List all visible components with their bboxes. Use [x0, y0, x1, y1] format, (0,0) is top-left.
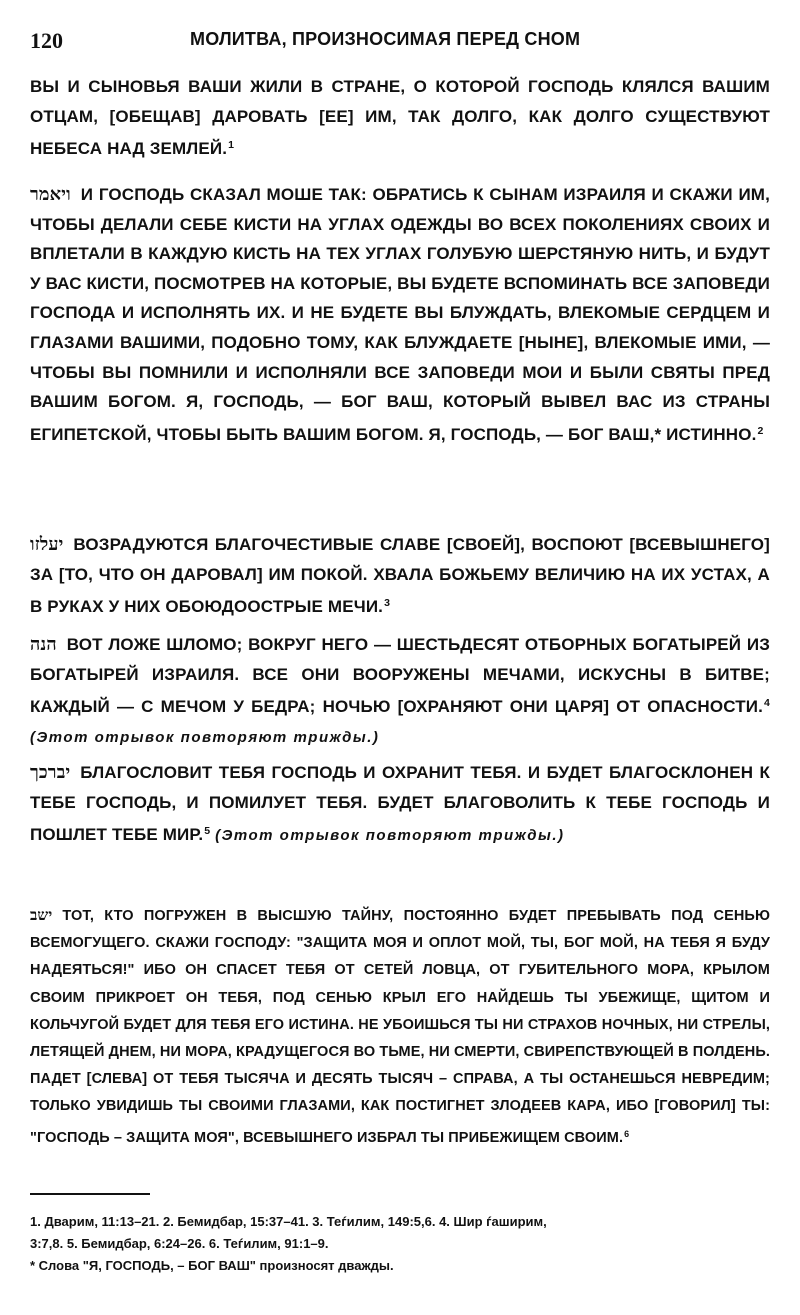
paragraph-text: ВОЗРАДУЮТСЯ БЛАГОЧЕСТИВЫЕ СЛАВЕ [СВОЕЙ], ВОСПОЮТ [ВСЕВЫШНЕГО] ЗА [ТО, ЧТО ОН ДАРОВАЛ] ИМ ПОКОЙ. ХВАЛА БОЖЬЕМУ ВЕЛИЧИЮ НА ИХ УСТАХ, А В РУКАХ У НИХ ОБОЮДООСТРЫЕ МЕЧИ.: [30, 535, 770, 616]
paragraph-3: [30, 530, 770, 622]
repeat-note: (Этот отрывок повторяют трижды.): [215, 826, 565, 844]
paragraph-text: ТОТ, КТО ПОГРУЖЕН В ВЫСШУЮ ТАЙНУ, ПОСТОЯННО БУДЕТ ПРЕБЫВАТЬ ПОД СЕНЬЮ ВСЕМОГУЩЕГО. СКАЖИ ГОСПОДУ: "ЗАЩИТА МОЯ И ОПЛОТ МОЙ, ТЫ, БОГ МОЙ, НА ТЕБЯ Я БУДУ НАДЕЯТЬСЯ!" ИБО ОН СПАСЕТ ТЕБЯ ОТ СЕТЕЙ ЛОВЦА, ОТ ГУБИТЕЛЬНОГО МОРА, КРЫЛОМ СВОИМ ПРИКРОЕТ ОН ТЕБЯ, ПОД СЕНЬЮ КРЫЛ ЕГО НАЙДЕШЬ ТЫ УБЕЖИЩЕ, ЩИТОМ И КОЛЬЧУГОЙ БУДЕТ ДЛЯ ТЕБЯ ЕГО ИСТИНА. НЕ УБОИШЬСЯ ТЫ НИ СТРАХОВ НОЧНЫХ, НИ СТРЕЛЫ, ЛЕТЯЩЕЙ ДНЕМ, НИ МОРА, КРАДУЩЕГОСЯ ВО ТЬМЕ, НИ СМЕРТИ, СВИРЕПСТВУЮЩЕЙ В ПОЛДЕНЬ. ПАДЕТ [СЛЕВА] ОТ ТЕБЯ ТЫСЯЧА И ДЕСЯТЬ ТЫСЯЧ – СПРАВА, А ТЫ ОСТАНЕШЬСЯ НЕВРЕДИМ; ТОЛЬКО УВИДИШЬ ТЫ СВОИМИ ГЛАЗАМИ, КАК ПОСТИГНЕТ ЗЛОДЕЕВ КАРА, ИБО [ГОВОРИЛ] ТЫ: "ГОСПОДЬ – ЗАЩИТА МОЯ", ВСЕВЫШНЕГО ИЗБРАЛ ТЫ ПРИБЕЖИЩЕМ СВОИМ.: [30, 908, 770, 1146]
running-title: МОЛИТВА, ПРОИЗНОСИМАЯ ПЕРЕД СНОМ: [190, 29, 581, 49]
page-number: 120: [30, 28, 63, 53]
hebrew-incipit: יברכך: [30, 762, 71, 783]
footnote-ref: 2: [757, 424, 764, 437]
footnote-line: 3:7,8. 5. Бемидбар, 6:24–26. 6. Теѓилим, 91:1–9.: [30, 1236, 329, 1251]
footnote-ref: 1: [228, 139, 235, 152]
footnote-divider: [30, 1193, 150, 1195]
footnote-line: 1. Дварим, 11:13–21. 2. Бемидбар, 15:37–41. 3. Теѓилим, 149:5,6. 4. Шир ѓаширим,: [30, 1214, 547, 1229]
paragraph-6: [30, 902, 770, 1152]
paragraph-5: [30, 758, 770, 851]
paragraph-2: [30, 180, 770, 449]
paragraph-1: [30, 72, 770, 164]
paragraph-text: И ГОСПОДЬ СКАЗАЛ МОШЕ ТАК: ОБРАТИСЬ К СЫНАМ ИЗРАИЛЯ И СКАЖИ ИМ, ЧТОБЫ ДЕЛАЛИ СЕБЕ КИСТИ НА УГЛАХ ОДЕЖДЫ ВО ВСЕХ ПОКОЛЕНИЯХ СВОИХ И ВПЛЕТАЛИ В КАЖДУЮ КИСТЬ НА ТЕХ УГЛАХ ГОЛУБУЮ ШЕРСТЯНУЮ НИТЬ, И БУДУТ У ВАС КИСТИ, ПОСМОТРЕВ НА КОТОРЫЕ, ВЫ БУДЕТЕ ВСПОМИНАТЬ ВСЕ ЗАПОВЕДИ ГОСПОДА И ИСПОЛНЯТЬ ИХ. И НЕ БУДЕТЕ ВЫ БЛУЖДАТЬ, ВЛЕКОМЫЕ СЕРДЦЕМ И ГЛАЗАМИ ВАШИМИ, ПОДОБНО ТОМУ, КАК БЛУЖДАЕТЕ [НЫНЕ], ВЛЕКОМЫЕ ИМИ, — ЧТОБЫ ВЫ ПОМНИЛИ И ИСПОЛНЯЛИ ВСЕ ЗАПОВЕДИ МОИ И БЫЛИ СВЯТЫ ПРЕД ВАШИМ БОГОМ. Я, ГОСПОДЬ, — БОГ ВАШ, КОТОРЫЙ ВЫВЕЛ ВАС ИЗ СТРАНЫ ЕГИПЕТСКОЙ, ЧТОБЫ БЫТЬ ВАШИМ БОГОМ. Я, ГОСПОДЬ, — БОГ ВАШ,* ИСТИННО.: [30, 185, 770, 444]
hebrew-incipit: הנה: [30, 634, 57, 655]
footnotes: [30, 1211, 780, 1277]
paragraph-text: ВОТ ЛОЖЕ ШЛОМО; ВОКРУГ НЕГО — ШЕСТЬДЕСЯТ ОТБОРНЫХ БОГАТЫРЕЙ ИЗ БОГАТЫРЕЙ ИЗРАИЛЯ. ВСЕ ОНИ ВООРУЖЕНЫ МЕЧАМИ, ИСКУСНЫ В БИТВЕ; КАЖДЫЙ — С МЕЧОМ У БЕДРА; НОЧЬЮ [ОХРАНЯЮТ ОНИ ЦАРЯ] ОТ ОПАСНОСТИ.: [30, 635, 770, 716]
paragraph-text: БЛАГОСЛОВИТ ТЕБЯ ГОСПОДЬ И ОХРАНИТ ТЕБЯ. И БУДЕТ БЛАГОСКЛОНЕН К ТЕБЕ ГОСПОДЬ, И ПОМИЛУЕТ ТЕБЯ. БУДЕТ БЛАГОВОЛИТЬ К ТЕБЕ ГОСПОДЬ И ПОШЛЕТ ТЕБЕ МИР.: [30, 763, 770, 844]
footnote-asterisk: * Слова "Я, ГОСПОДЬ, – БОГ ВАШ" произносят дважды.: [30, 1258, 394, 1273]
footnote-ref: 6: [624, 1128, 630, 1139]
hebrew-incipit: יעלזו: [30, 534, 64, 555]
paragraph-4: [30, 630, 770, 752]
footnote-ref: 5: [204, 825, 211, 838]
repeat-note: (Этот отрывок повторяют трижды.): [30, 728, 380, 746]
page-header: [30, 28, 770, 56]
footnote-ref: 3: [384, 597, 391, 610]
hebrew-incipit: ישב: [30, 906, 53, 924]
paragraph-text: ВЫ И СЫНОВЬЯ ВАШИ ЖИЛИ В СТРАНЕ, О КОТОРОЙ ГОСПОДЬ КЛЯЛСЯ ВАШИМ ОТЦАМ, [ОБЕЩАВ] ДАРОВАТЬ [ЕЕ] ИМ, ТАК ДОЛГО, КАК ДОЛГО СУЩЕСТВУЮТ НЕБЕСА НАД ЗЕМЛЕЙ.: [30, 77, 770, 158]
hebrew-incipit: ויאמר: [30, 184, 71, 205]
footnote-ref: 4: [763, 697, 770, 710]
